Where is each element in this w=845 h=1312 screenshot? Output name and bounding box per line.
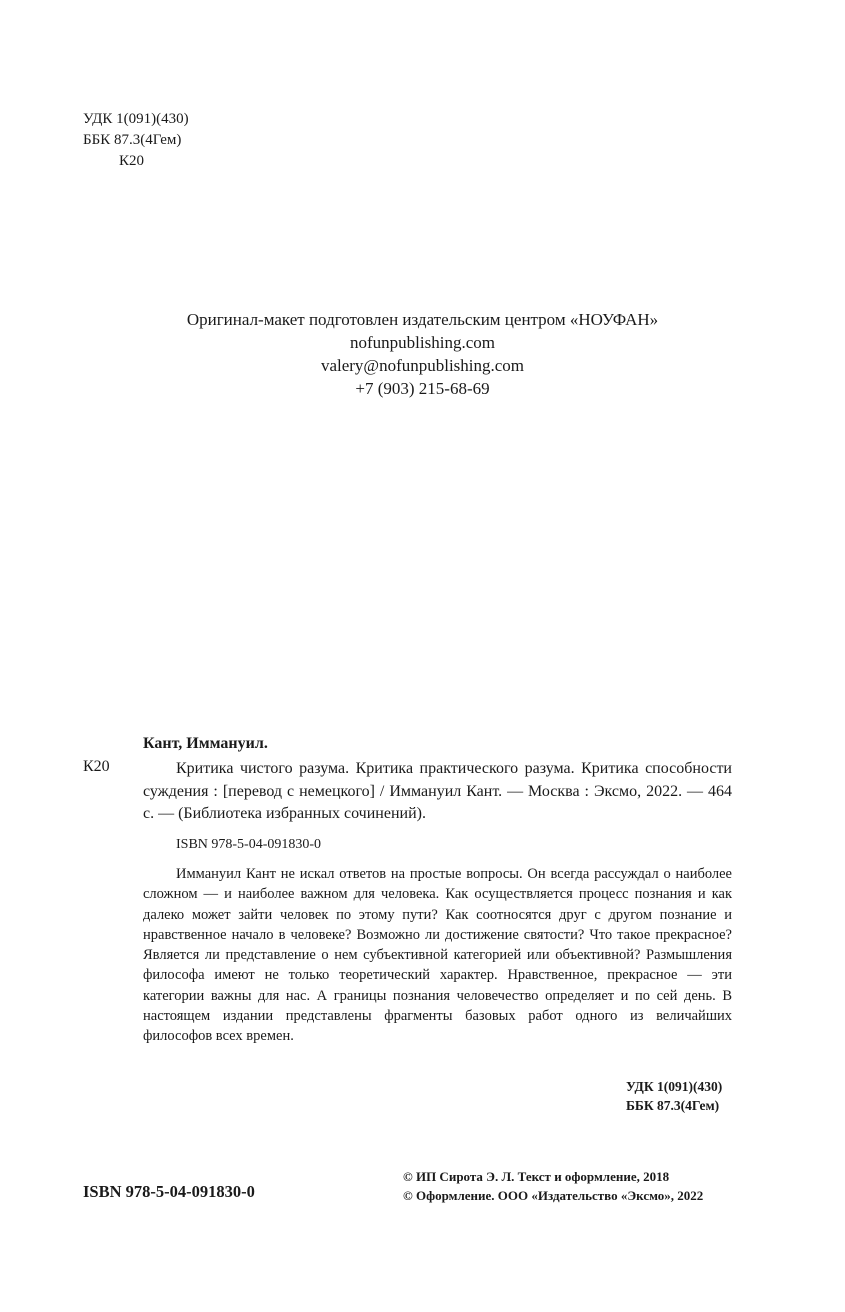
layout-credit [0, 308, 845, 400]
classification-codes [83, 109, 189, 172]
copyright-design: © Оформление. ООО «Издательство «Эксмо», 2022 [403, 1188, 704, 1203]
bbk-code: ББК 87.3(4Гем) [83, 132, 182, 148]
annotation: Иммануил Кант не искал ответов на простые вопросы. Он всегда рассуждал о наиболее сложном — и наиболее важном для человека. Как осуществляется процесс познания и как далеко может зайти человек по этому пути? Как соотносятся друг с другом познание и нравственное начало в человеке? Возможно ли достижение святости? Что такое прекрасное? Является ли представление о нем субъективной категорией или объективной? Размышления философа имеют не только теоретический характер. Нравственное, прекрасное — эти категории важны для нас. А границы познания человечество определяет и по сей день. В настоящем издании представлены фрагменты базовых работ одного из величайших философов всех времен. [143, 866, 732, 1045]
publisher-website: nofunpublishing.com [350, 333, 495, 352]
classification-codes-bold [626, 1077, 722, 1115]
publisher-email: valery@nofunpublishing.com [320, 356, 525, 375]
copyright-text: © ИП Сирота Э. Л. Текст и оформление, 2018 [403, 1169, 670, 1184]
catalog-author-mark: К20 [83, 758, 110, 775]
udk-code-bold: УДК 1(091)(430) [626, 1079, 723, 1094]
bbk-code-bold: ББК 87.3(4Гем) [626, 1098, 720, 1113]
catalog-isbn: ISBN 978-5-04-091830-0 [176, 837, 322, 852]
publisher-phone: +7 (903) 215-68-69 [355, 379, 490, 398]
copyright-block [403, 1167, 703, 1205]
layout-credit-text: Оригинал-макет подготовлен издательским центром «НОУФАН» [186, 310, 659, 329]
catalog-title-description: Критика чистого разума. Критика практического разума. Критика способности суждения : [перевод с немецкого] / Иммануил Кант. — Москва : Эксмо, 2022. — 464 с. — (Библиотека избранных сочинений). [143, 760, 732, 822]
udk-code: УДК 1(091)(430) [83, 111, 189, 127]
catalog-author: Кант, Иммануил. [143, 735, 268, 752]
isbn-main: ISBN 978-5-04-091830-0 [83, 1182, 255, 1201]
author-mark: К20 [119, 153, 145, 169]
